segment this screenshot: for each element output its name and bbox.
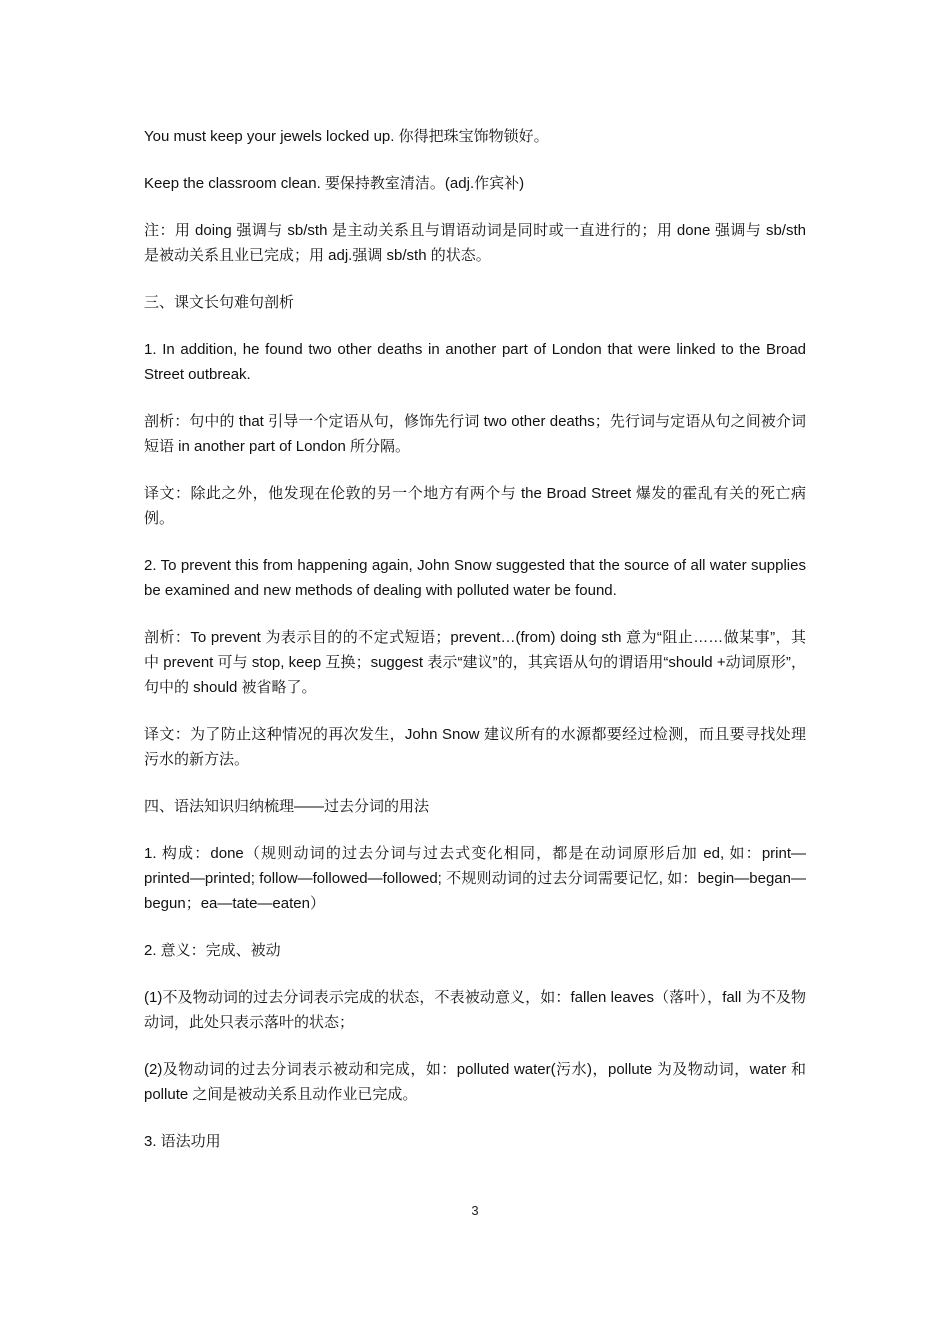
section-heading-sentence-analysis: 三、课文长句难句剖析	[144, 294, 295, 311]
paragraph-analysis-2: 剖析：To prevent 为表示目的的不定式短语；prevent…(from) doing sth 意为“阻止……做某事”，其中 prevent 可与 stop, keep 互换；suggest 表示“建议”的，其宾语从句的谓语用“should +动词原形”，句中的 should 被省略了。	[144, 629, 806, 696]
paragraph-sentence-2: 2. To prevent this from happening again, John Snow suggested that the source of all water supplies be examined and new methods of dealing with polluted water be found.	[144, 557, 806, 599]
paragraph-grammar-function: 3. 语法功用	[144, 1133, 221, 1150]
paragraph-transitive: (2)及物动词的过去分词表示被动和完成，如：polluted water(污水)，pollute 为及物动词，water 和 pollute 之间是被动关系且动作业已完成。	[144, 1061, 806, 1103]
paragraph-example-jewels: You must keep your jewels locked up. 你得把珠宝饰物锁好。	[144, 128, 549, 145]
document-body	[144, 124, 806, 1176]
paragraph-translation-1: 译文：除此之外，他发现在伦敦的另一个地方有两个与 the Broad Street 爆发的霍乱有关的死亡病例。	[144, 485, 806, 527]
paragraph-formation: 1. 构成：done（规则动词的过去分词与过去式变化相同，都是在动词原形后加 ed, 如：print—printed—printed; follow—followed—followed; 不规则动词的过去分词需要记忆, 如：begin—began—begun；ea—tate—eaten）	[144, 845, 806, 912]
page-number: 3	[471, 1203, 479, 1218]
paragraph-translation-2: 译文：为了防止这种情况的再次发生，John Snow 建议所有的水源都要经过检测，而且要寻找处理污水的新方法。	[144, 726, 806, 768]
paragraph-analysis-1: 剖析：句中的 that 引导一个定语从句，修饰先行词 two other deaths；先行词与定语从句之间被介词短语 in another part of London 所分隔。	[144, 413, 806, 455]
paragraph-meaning: 2. 意义：完成、被动	[144, 942, 281, 959]
paragraph-example-classroom: Keep the classroom clean. 要保持教室清洁。(adj.作宾补)	[144, 175, 525, 192]
section-heading-grammar: 四、语法知识归纳梳理——过去分词的用法	[144, 798, 430, 815]
paragraph-sentence-1: 1. In addition, he found two other deaths in another part of London that were linked to the Broad Street outbreak.	[144, 341, 806, 383]
paragraph-intransitive: (1)不及物动词的过去分词表示完成的状态，不表被动意义，如：fallen leaves（落叶），fall 为不及物动词，此处只表示落叶的状态；	[144, 989, 806, 1031]
paragraph-note: 注：用 doing 强调与 sb/sth 是主动关系且与谓语动词是同时或一直进行的；用 done 强调与 sb/sth 是被动关系且业已完成；用 adj.强调 sb/sth 的状态。	[144, 222, 806, 264]
